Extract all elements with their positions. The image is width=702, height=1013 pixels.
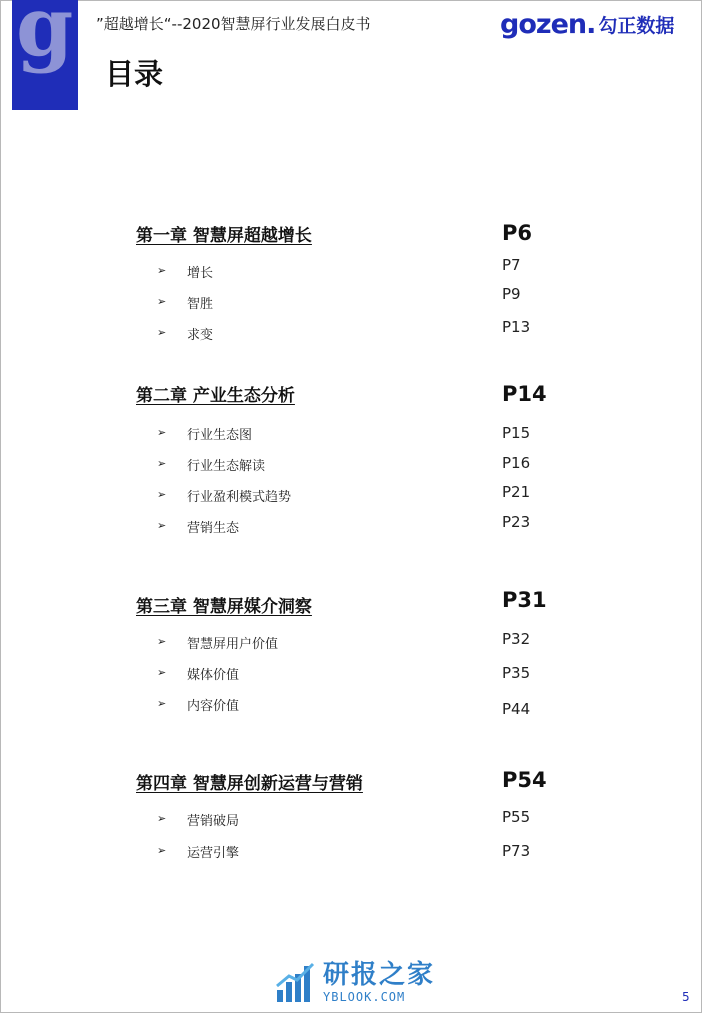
toc-item-label[interactable]: 行业盈利模式趋势 bbox=[187, 490, 292, 505]
toc-item-label[interactable]: 行业生态解读 bbox=[187, 459, 266, 474]
toc-item-page: P44 bbox=[502, 700, 531, 718]
logo-letter: g bbox=[16, 0, 74, 75]
toc-item-page: P23 bbox=[502, 513, 531, 531]
arrow-bullet-icon: ➢ bbox=[157, 519, 167, 532]
arrow-bullet-icon: ➢ bbox=[157, 812, 167, 825]
toc-item-label[interactable]: 增长 bbox=[187, 266, 214, 281]
toc-item-label[interactable]: 运营引擎 bbox=[187, 846, 240, 861]
toc-item-page: P7 bbox=[502, 256, 521, 274]
toc-item-page: P13 bbox=[502, 318, 531, 336]
watermark-en: YBLOOK.COM bbox=[323, 990, 406, 1004]
toc-item-page: P15 bbox=[502, 424, 531, 442]
toc-heading: 目录 bbox=[105, 57, 164, 91]
toc-item-page: P35 bbox=[502, 664, 531, 682]
toc-item-page: P16 bbox=[502, 454, 531, 472]
arrow-bullet-icon: ➢ bbox=[157, 264, 167, 277]
brand-name-cn: 勾正数据 bbox=[598, 14, 675, 37]
arrow-bullet-icon: ➢ bbox=[157, 635, 167, 648]
arrow-bullet-icon: ➢ bbox=[157, 326, 167, 339]
arrow-bullet-icon: ➢ bbox=[157, 426, 167, 439]
toc-item-label[interactable]: 营销生态 bbox=[187, 521, 240, 536]
page-number: 5 bbox=[682, 990, 690, 1004]
toc-item-label[interactable]: 媒体价值 bbox=[187, 668, 240, 683]
toc-item-label[interactable]: 智胜 bbox=[187, 297, 214, 312]
watermark-text bbox=[323, 962, 435, 1004]
toc-item-page: P32 bbox=[502, 630, 531, 648]
chapter-3-page: P31 bbox=[502, 588, 547, 612]
arrow-bullet-icon: ➢ bbox=[157, 457, 167, 470]
toc-item-label[interactable]: 行业生态图 bbox=[187, 428, 253, 443]
arrow-bullet-icon: ➢ bbox=[157, 488, 167, 501]
chapter-4-title[interactable]: 第四章 智慧屏创新运营与营销 bbox=[136, 774, 363, 794]
bar-chart-icon bbox=[275, 962, 317, 1004]
chapter-2-title[interactable]: 第二章 产业生态分析 bbox=[136, 386, 295, 406]
arrow-bullet-icon: ➢ bbox=[157, 844, 167, 857]
chapter-1-title[interactable]: 第一章 智慧屏超越增长 bbox=[136, 226, 312, 246]
chapter-4-page: P54 bbox=[502, 768, 547, 792]
chapter-1-page: P6 bbox=[502, 221, 533, 245]
toc-item-page: P9 bbox=[502, 285, 521, 303]
toc-item-page: P55 bbox=[502, 808, 531, 826]
arrow-bullet-icon: ➢ bbox=[157, 697, 167, 710]
chapter-2-page: P14 bbox=[502, 382, 547, 406]
toc-item-label[interactable]: 求变 bbox=[187, 328, 214, 343]
toc-item-page: P21 bbox=[502, 483, 531, 501]
toc-item-label[interactable]: 内容价值 bbox=[187, 699, 240, 714]
document-title: ”超越增长“--2020智慧屏行业发展白皮书 bbox=[96, 15, 371, 33]
watermark bbox=[275, 962, 435, 1004]
toc-item-page: P73 bbox=[502, 842, 531, 860]
chapter-3-title[interactable]: 第三章 智慧屏媒介洞察 bbox=[136, 597, 312, 617]
arrow-bullet-icon: ➢ bbox=[157, 295, 167, 308]
arrow-bullet-icon: ➢ bbox=[157, 666, 167, 679]
brand-name-en: gozen. bbox=[500, 8, 596, 40]
toc-item-label[interactable]: 营销破局 bbox=[187, 814, 240, 829]
toc-item-label[interactable]: 智慧屏用户价值 bbox=[187, 637, 279, 652]
watermark-cn: 研报之家 bbox=[323, 960, 436, 990]
